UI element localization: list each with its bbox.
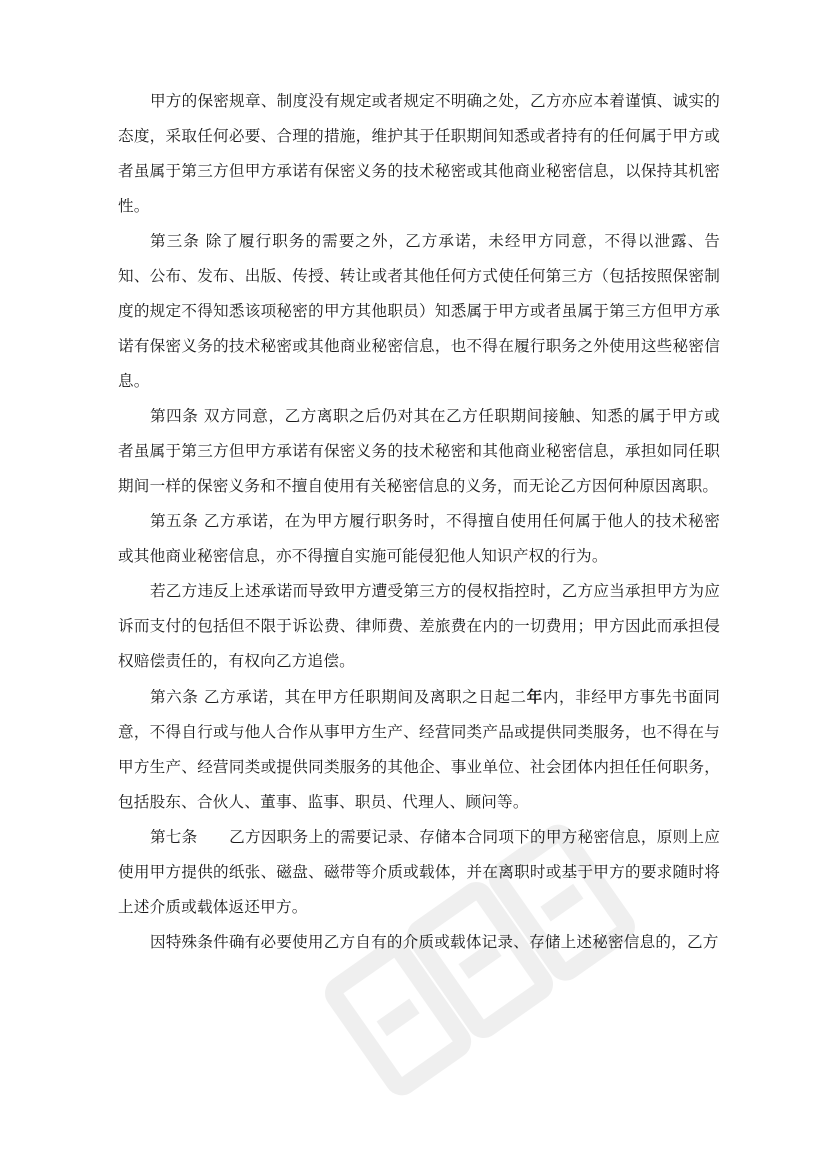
paragraph-confidentiality-default: 甲方的保密规章、制度没有规定或者规定不明确之处，乙方亦应本着谨慎、诚实的态度，采取任何必要、合理的措施，维护其于任职期间知悉或者持有的任何属于甲方或者虽属于第三方但甲方承诺有保密义务的技术秘密或其他商业秘密信息，以保持其机密性。 [118,92,720,215]
paragraph-article-5: 第五条 乙方承诺，在为甲方履行职务时，不得擅自使用任何属于他人的技术秘密或其他商业秘密信息，亦不得擅自实施可能侵犯他人知识产权的行为。 [118,512,720,565]
paragraph-article-7: 第七条 乙方因职务上的需要记录、存储本合同项下的甲方秘密信息，原则上应使用甲方提供的纸张、磁盘、磁带等介质或载体，并在离职时或基于甲方的要求随时将上述介质或载体返还甲方。 [118,828,720,916]
paragraph-infringement-liability: 若乙方违反上述承诺而导致甲方遭受第三方的侵权指控时，乙方应当承担甲方为应诉而支付的包括但不限于诉讼费、律师费、差旅费在内的一切费用；甲方因此而承担侵权赔偿责任的，有权向乙方追偿。 [118,582,720,670]
paragraph-article-4: 第四条 双方同意，乙方离职之后仍对其在乙方任职期间接触、知悉的属于甲方或者虽属于第三方但甲方承诺有保密义务的技术秘密和其他商业秘密信息，承担如同任职期间一样的保密义务和不擅自使用有关秘密信息的义务，而无论乙方因何种原因离职。 [118,407,720,495]
article-6-bold-year: 年 [526,687,543,706]
article-6-text-after: 内，非经甲方事先书面同意，不得自行或与他人合作从事甲方生产、经营同类产品或提供同类服务，也不得在与甲方生产、经营同类或提供同类服务的其他企、事业单位、社会团体内担任任何职务，包括股东、合伙人、董事、监事、职员、代理人、顾问等。 [118,688,720,811]
document-body [118,84,720,960]
article-6-text-before: 第六条 乙方承诺，其在甲方任职期间及离职之日起二 [149,688,527,706]
paragraph-special-conditions: 因特殊条件确有必要使用乙方自有的介质或载体记录、存储上述秘密信息的，乙方 [149,933,719,951]
paragraph-article-3: 第三条 除了履行职务的需要之外，乙方承诺，未经甲方同意，不得以泄露、告知、公布、发布、出版、传授、转让或者其他任何方式使任何第三方（包括按照保密制度的规定不得知悉该项秘密的甲方其他职员）知悉属于甲方或者虽属于第三方但甲方承诺有保密义务的技术秘密或其他商业秘密信息，也不得在履行职务之外使用这些秘密信息。 [118,232,720,390]
paragraph-article-6 [118,679,720,820]
